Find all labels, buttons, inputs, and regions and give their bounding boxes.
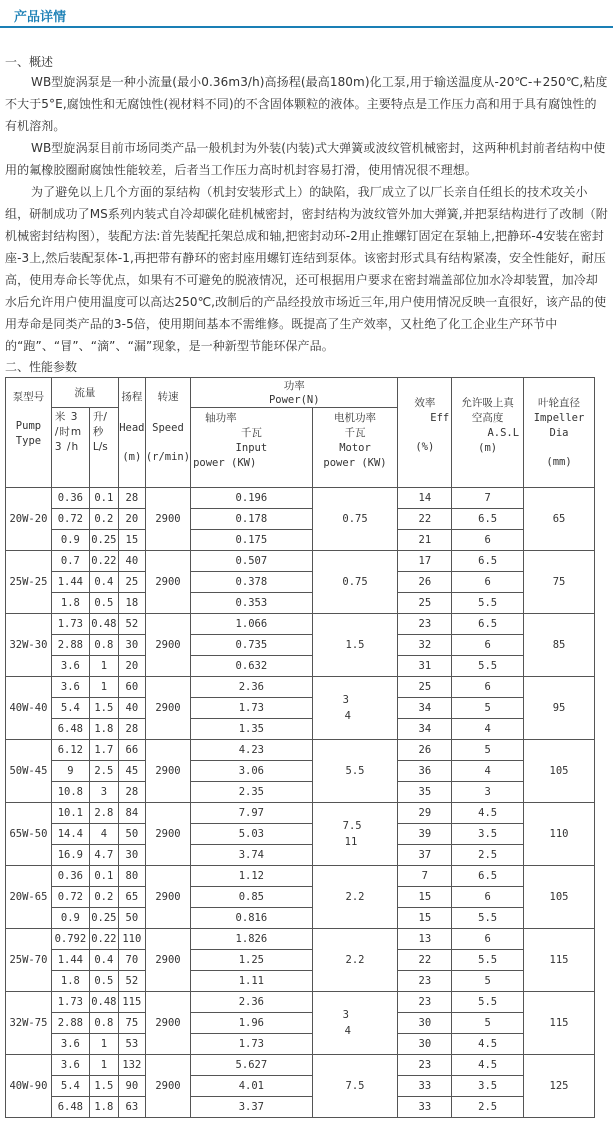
flow-ls-cell: 0.5 [89,593,118,614]
motor-power-cell [312,551,398,614]
shaft-power-cell: 3.74 [191,845,313,866]
impeller-dia-cell: 105 [524,740,595,803]
speed-cell: 2900 [145,803,190,866]
efficiency-cell: 25 [398,677,452,698]
flow-m3h-cell: 0.7 [51,551,89,572]
efficiency-cell: 13 [398,929,452,950]
motor-power-value: 11 [344,836,358,848]
suction-height-cell: 5.5 [452,908,524,929]
efficiency-cell: 29 [398,803,452,824]
impeller-dia-cell: 65 [524,488,595,551]
efficiency-cell: 30 [398,1034,452,1055]
efficiency-cell: 39 [398,824,452,845]
flow-ls-cell: 1.5 [89,1076,118,1097]
motor-power-value: 0.75 [342,576,368,588]
header-flow: 流量 [51,378,118,408]
suction-height-cell: 6.5 [452,614,524,635]
flow-m3h-cell: 14.4 [51,824,89,845]
shaft-power-cell: 1.12 [191,866,313,887]
flow-m3h-cell: 0.36 [51,488,89,509]
flow-m3h-cell: 0.9 [51,908,89,929]
flow-m3h-cell: 1.8 [51,971,89,992]
flow-ls-cell: 0.2 [89,887,118,908]
suction-height-cell: 2.5 [452,845,524,866]
head-cell: 84 [118,803,145,824]
flow-ls-cell: 2.5 [89,761,118,782]
flow-ls-cell: 1 [89,677,118,698]
tab-product-details[interactable]: 产品详情 [14,10,67,25]
efficiency-cell: 25 [398,593,452,614]
efficiency-cell: 30 [398,1013,452,1034]
flow-m3h-cell: 10.8 [51,782,89,803]
header-suction-height: 允许吸上真空高度 A.S.L (m) [452,378,524,488]
motor-power-cell [312,488,398,551]
suction-height-cell: 6 [452,929,524,950]
flow-m3h-cell: 3.6 [51,677,89,698]
efficiency-cell: 23 [398,992,452,1013]
impeller-dia-cell: 75 [524,551,595,614]
shaft-power-cell: 0.175 [191,530,313,551]
speed-cell: 2900 [145,1055,190,1118]
table-row [6,803,595,824]
motor-power-cell [312,614,398,677]
motor-power-cell [312,992,398,1055]
speed-cell: 2900 [145,488,190,551]
paragraph: WB型旋涡泵是一种小流量(最小0.36m3/h)高扬程(最高180m)化工泵,用于输送温度从-20℃-+250℃,粘度不大于5°E,腐蚀性和无腐蚀性(视材料不同)的不含固体颗粒的液体。主要特点是工作压力高和用于具有腐蚀性的有机溶剂。 [5,75,608,133]
head-cell: 70 [118,950,145,971]
efficiency-cell: 23 [398,614,452,635]
efficiency-cell: 36 [398,761,452,782]
head-cell: 90 [118,1076,145,1097]
suction-height-cell: 6 [452,530,524,551]
flow-m3h-cell: 1.73 [51,992,89,1013]
table-row [6,1055,595,1076]
shaft-power-cell: 2.36 [191,677,313,698]
suction-height-cell: 5.5 [452,950,524,971]
efficiency-cell: 23 [398,971,452,992]
flow-ls-cell: 0.8 [89,635,118,656]
table-row [6,677,595,698]
suction-height-cell: 5 [452,1013,524,1034]
table-row [6,509,595,530]
table-body [6,488,595,1118]
suction-height-cell: 3.5 [452,824,524,845]
header-efficiency: 效率 Eff (%) [398,378,452,488]
motor-power-cell [312,740,398,803]
speed-cell: 2900 [145,614,190,677]
shaft-power-cell: 1.35 [191,719,313,740]
efficiency-cell: 15 [398,908,452,929]
suction-height-cell: 5.5 [452,593,524,614]
flow-m3h-cell: 1.8 [51,593,89,614]
head-cell: 75 [118,1013,145,1034]
flow-m3h-cell: 0.72 [51,887,89,908]
flow-ls-cell: 0.5 [89,971,118,992]
shaft-power-cell: 0.353 [191,593,313,614]
flow-m3h-cell: 0.72 [51,509,89,530]
pump-model-cell: 32W-30 [6,614,52,677]
header-impeller-dia: 叶轮直径 Impeller Dia (mm) [524,378,595,488]
head-cell: 65 [118,887,145,908]
header-flow-ls: 升/秒 L/s [89,408,118,488]
suction-height-cell: 5.5 [452,656,524,677]
flow-ls-cell: 0.2 [89,509,118,530]
head-cell: 25 [118,572,145,593]
suction-height-cell: 6.5 [452,509,524,530]
motor-power-cell [312,929,398,992]
suction-height-cell: 6 [452,887,524,908]
head-cell: 115 [118,992,145,1013]
head-cell: 28 [118,782,145,803]
efficiency-cell: 34 [398,698,452,719]
motor-power-value: 1.5 [345,639,365,651]
impeller-dia-cell: 125 [524,1055,595,1118]
efficiency-cell: 34 [398,719,452,740]
flow-ls-cell: 2.8 [89,803,118,824]
head-cell: 50 [118,824,145,845]
head-cell: 30 [118,845,145,866]
head-cell: 50 [118,908,145,929]
shaft-power-cell: 0.196 [191,488,313,509]
flow-ls-cell: 0.25 [89,908,118,929]
flow-ls-cell: 1.8 [89,719,118,740]
flow-ls-cell: 0.48 [89,992,118,1013]
motor-power-cell [312,866,398,929]
overview-title: 一、概述 [5,55,54,69]
suction-height-cell: 5 [452,971,524,992]
tab-bar [0,0,613,28]
shaft-power-cell: 1.11 [191,971,313,992]
flow-m3h-cell: 5.4 [51,1076,89,1097]
shaft-power-cell: 1.826 [191,929,313,950]
head-cell: 110 [118,929,145,950]
pump-model-cell: 32W-75 [6,992,52,1055]
motor-power-value: 7.5 [342,820,362,832]
shaft-power-cell: 5.627 [191,1055,313,1076]
flow-ls-cell: 0.4 [89,572,118,593]
flow-ls-cell: 0.22 [89,929,118,950]
performance-title: 二、性能参数 [5,360,78,374]
table-row [6,971,595,992]
flow-m3h-cell: 2.88 [51,1013,89,1034]
suction-height-cell: 3 [452,782,524,803]
head-cell: 60 [118,677,145,698]
motor-power-cell [312,803,398,866]
head-cell: 30 [118,635,145,656]
table-row [6,929,595,950]
impeller-dia-cell: 95 [524,677,595,740]
table-row [6,551,595,572]
table-row [6,614,595,635]
pump-model-cell: 25W-25 [6,551,52,614]
table-row [6,593,595,614]
efficiency-cell: 35 [398,782,452,803]
header-speed: 转速 Speed (r/min) [145,378,190,488]
table-row [6,488,595,509]
suction-height-cell: 6 [452,677,524,698]
suction-height-cell: 5.5 [452,992,524,1013]
table-row [6,845,595,866]
suction-height-cell: 5 [452,698,524,719]
flow-m3h-cell: 3.6 [51,1055,89,1076]
head-cell: 40 [118,551,145,572]
table-row [6,1034,595,1055]
efficiency-cell: 21 [398,530,452,551]
flow-m3h-cell: 3.6 [51,656,89,677]
pump-model-cell: 20W-20 [6,488,52,551]
table-row [6,866,595,887]
suction-height-cell: 4 [452,761,524,782]
head-cell: 45 [118,761,145,782]
flow-m3h-cell: 0.9 [51,530,89,551]
pump-model-cell: 25W-70 [6,929,52,992]
shaft-power-cell: 2.36 [191,992,313,1013]
table-row [6,908,595,929]
flow-ls-cell: 4 [89,824,118,845]
shaft-power-cell: 0.85 [191,887,313,908]
impeller-dia-cell: 115 [524,992,595,1055]
head-cell: 52 [118,971,145,992]
speed-cell: 2900 [145,740,190,803]
efficiency-cell: 33 [398,1097,452,1118]
flow-m3h-cell: 9 [51,761,89,782]
suction-height-cell: 4.5 [452,1055,524,1076]
motor-power-value: 5.5 [345,765,365,777]
paragraph: WB型旋涡泵目前市场同类产品一般机封为外装(内装)式大弹簧或波纹管机械密封，这两种机封前者结构中使用的氟橡胶圈耐腐蚀性能较差，后者当工作压力高时机封容易打滑，使用情况很不理想。 [5,141,606,177]
motor-power-value: 7.5 [345,1080,365,1092]
efficiency-cell: 23 [398,1055,452,1076]
flow-ls-cell: 1 [89,1055,118,1076]
flow-ls-cell: 1.5 [89,698,118,719]
flow-ls-cell: 0.22 [89,551,118,572]
header-motor-power: 电机功率 千瓦 Motor power (KW) [312,408,398,488]
header-pump-type: 泵型号 Pump Type [6,378,52,488]
table-row [6,572,595,593]
motor-power-value: 4 [344,710,351,722]
pump-model-cell: 40W-90 [6,1055,52,1118]
impeller-dia-cell: 85 [524,614,595,677]
flow-ls-cell: 0.8 [89,1013,118,1034]
pump-model-cell: 40W-40 [6,677,52,740]
head-cell: 132 [118,1055,145,1076]
flow-ls-cell: 0.25 [89,530,118,551]
shaft-power-cell: 0.735 [191,635,313,656]
shaft-power-cell: 0.378 [191,572,313,593]
head-cell: 63 [118,1097,145,1118]
shaft-power-cell: 1.066 [191,614,313,635]
table-row [6,782,595,803]
flow-m3h-cell: 6.12 [51,740,89,761]
shaft-power-cell: 1.73 [191,698,313,719]
flow-m3h-cell: 10.1 [51,803,89,824]
efficiency-cell: 33 [398,1076,452,1097]
shaft-power-cell: 7.97 [191,803,313,824]
flow-ls-cell: 0.1 [89,866,118,887]
efficiency-cell: 37 [398,845,452,866]
shaft-power-cell: 1.73 [191,1034,313,1055]
flow-ls-cell: 1 [89,1034,118,1055]
suction-height-cell: 6 [452,572,524,593]
impeller-dia-cell: 110 [524,803,595,866]
motor-power-value: 0.75 [342,513,368,525]
shaft-power-cell: 1.96 [191,1013,313,1034]
flow-m3h-cell: 1.44 [51,950,89,971]
product-description [0,28,613,1118]
shaft-power-cell: 0.178 [191,509,313,530]
shaft-power-cell: 3.37 [191,1097,313,1118]
table-row [6,530,595,551]
speed-cell: 2900 [145,992,190,1055]
header-power: 功率 Power(N) [191,378,398,408]
efficiency-cell: 14 [398,488,452,509]
suction-height-cell: 2.5 [452,1097,524,1118]
flow-m3h-cell: 0.36 [51,866,89,887]
shaft-power-cell: 0.816 [191,908,313,929]
flow-m3h-cell: 6.48 [51,719,89,740]
suction-height-cell: 6 [452,635,524,656]
table-row [6,1076,595,1097]
speed-cell: 2900 [145,929,190,992]
flow-ls-cell: 0.4 [89,950,118,971]
flow-ls-cell: 3 [89,782,118,803]
table-row [6,824,595,845]
table-row [6,950,595,971]
flow-m3h-cell: 0.792 [51,929,89,950]
motor-power-cell [312,1055,398,1118]
suction-height-cell: 3.5 [452,1076,524,1097]
flow-ls-cell: 1.7 [89,740,118,761]
table-row [6,656,595,677]
head-cell: 20 [118,656,145,677]
efficiency-cell: 22 [398,950,452,971]
suction-height-cell: 5 [452,740,524,761]
head-cell: 28 [118,488,145,509]
shaft-power-cell: 5.03 [191,824,313,845]
flow-m3h-cell: 3.6 [51,1034,89,1055]
head-cell: 66 [118,740,145,761]
efficiency-cell: 22 [398,509,452,530]
shaft-power-cell: 0.632 [191,656,313,677]
motor-power-value: 3 [342,694,349,706]
efficiency-cell: 32 [398,635,452,656]
flow-m3h-cell: 16.9 [51,845,89,866]
flow-m3h-cell: 6.48 [51,1097,89,1118]
table-row [6,1097,595,1118]
flow-m3h-cell: 2.88 [51,635,89,656]
performance-table [5,377,595,1118]
header-head: 扬程 Head (m) [118,378,145,488]
pump-model-cell: 20W-65 [6,866,52,929]
motor-power-value: 2.2 [345,891,365,903]
table-row [6,1013,595,1034]
head-cell: 18 [118,593,145,614]
efficiency-cell: 15 [398,887,452,908]
motor-power-value: 4 [344,1025,351,1037]
efficiency-cell: 26 [398,740,452,761]
head-cell: 28 [118,719,145,740]
motor-power-value: 2.2 [345,954,365,966]
flow-ls-cell: 4.7 [89,845,118,866]
flow-m3h-cell: 5.4 [51,698,89,719]
efficiency-cell: 17 [398,551,452,572]
flow-ls-cell: 1.8 [89,1097,118,1118]
table-row [6,887,595,908]
header-shaft-power: 轴功率 千瓦 Input power (KW) [191,408,313,488]
head-cell: 53 [118,1034,145,1055]
impeller-dia-cell: 105 [524,866,595,929]
suction-height-cell: 6.5 [452,551,524,572]
shaft-power-cell: 1.25 [191,950,313,971]
flow-ls-cell: 1 [89,656,118,677]
table-row [6,992,595,1013]
shaft-power-cell: 4.01 [191,1076,313,1097]
table-row [6,635,595,656]
suction-height-cell: 4 [452,719,524,740]
head-cell: 20 [118,509,145,530]
speed-cell: 2900 [145,677,190,740]
speed-cell: 2900 [145,866,190,929]
shaft-power-cell: 0.507 [191,551,313,572]
header-flow-m3h: 米 3 /时m 3 /h [51,408,89,488]
head-cell: 52 [118,614,145,635]
head-cell: 40 [118,698,145,719]
speed-cell: 2900 [145,551,190,614]
pump-model-cell: 50W-45 [6,740,52,803]
table-row [6,761,595,782]
table-row [6,698,595,719]
head-cell: 15 [118,530,145,551]
head-cell: 80 [118,866,145,887]
efficiency-cell: 26 [398,572,452,593]
suction-height-cell: 6.5 [452,866,524,887]
table-row [6,740,595,761]
motor-power-cell [312,677,398,740]
efficiency-cell: 31 [398,656,452,677]
flow-m3h-cell: 1.73 [51,614,89,635]
shaft-power-cell: 2.35 [191,782,313,803]
efficiency-cell: 7 [398,866,452,887]
flow-ls-cell: 0.48 [89,614,118,635]
pump-model-cell: 65W-50 [6,803,52,866]
suction-height-cell: 7 [452,488,524,509]
motor-power-value: 3 [342,1009,349,1021]
table-row [6,719,595,740]
paragraph: 为了避免以上几个方面的泵结构（机封安装形式上）的缺陷，我厂成立了以厂长亲自任组长的技术攻关小组，研制成功了MS系列内装式自冷却碳化硅机械密封，密封结构为波纹管外加大弹簧,并把泵结构进行了改制（附机械密封结构图），装配方法:首先装配托架总成和轴,把密封动环-2用止推螺钉固定在泵轴上,把静环-4安装在密封座-3上,然后装配泵体-1,再把带有静环的密封座用螺钉连结到泵体。该密封形式具有结构紧凑，安全性能好，耐压高，使用寿命长等优点，如果有不可避免的脱液情况，还可根据用户要求在密封端盖部位加水冷却装置，加冷却水后允许用户使用温度可以高达250℃,改制后的产品经投放市场近三年,用户使用情况反映一直很好，该产品的使用寿命是同类产品的3-5倍，使用期间基本不需维修。既提高了生产效率，又杜绝了化工企业生产环节中的“跑”、“冒”、“滴”、“漏”现象，是一种新型节能环保产品。 [5,185,608,353]
suction-height-cell: 4.5 [452,803,524,824]
suction-height-cell: 4.5 [452,1034,524,1055]
shaft-power-cell: 3.06 [191,761,313,782]
flow-ls-cell: 0.1 [89,488,118,509]
flow-m3h-cell: 1.44 [51,572,89,593]
impeller-dia-cell: 115 [524,929,595,992]
shaft-power-cell: 4.23 [191,740,313,761]
